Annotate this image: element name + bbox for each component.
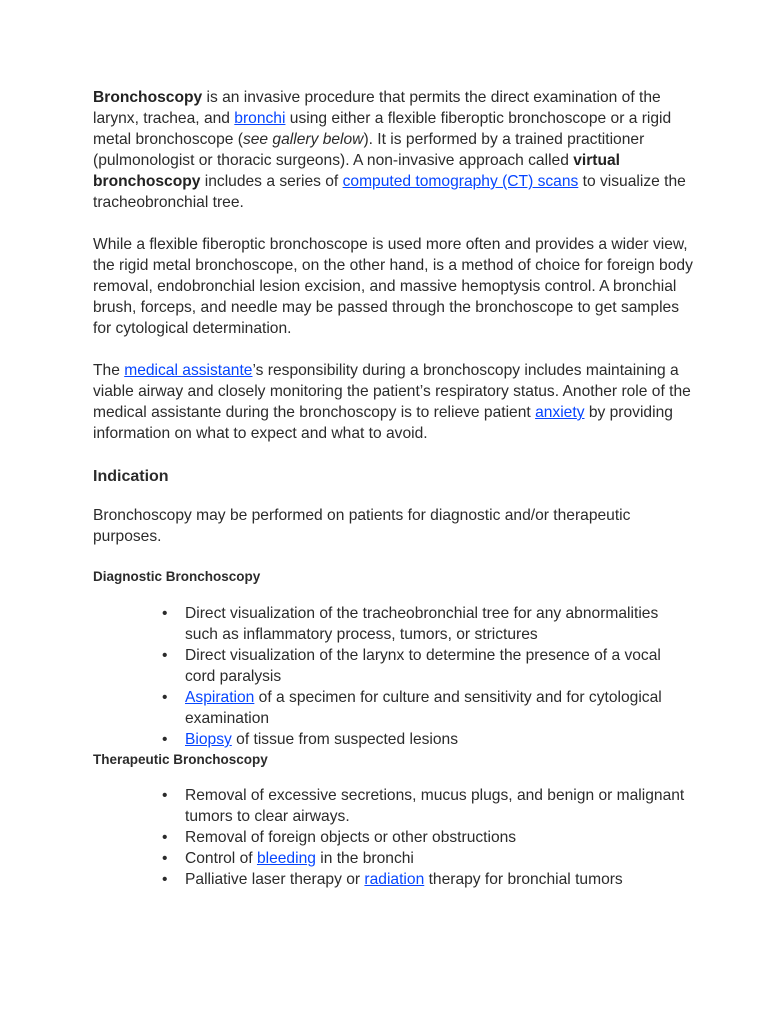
link-biopsy[interactable]: Biopsy bbox=[185, 731, 232, 748]
diagnostic-list bbox=[93, 603, 693, 750]
therapeutic-list bbox=[93, 785, 693, 890]
diagnostic-heading: Diagnostic Bronchoscopy bbox=[93, 569, 261, 584]
intro-paragraph: Bronchoscopy is an invasive procedure that permits the direct examination of the larynx, trachea, and bronchi using either a flexible fiberoptic bronchoscope or a rigid metal bronchoscope (see gallery below). It is performed by a trained practitioner (pulmonologist or thoracic surgeons). A non-invasive approach called virtual bronchoscopy includes a series of computed tomography (CT) scans to visualize the tracheobronchial tree. bbox=[93, 89, 686, 211]
link-medical-assistante[interactable]: medical assistante bbox=[124, 362, 253, 379]
bullet-icon: • bbox=[162, 829, 168, 846]
list-item: • Direct visualization of the tracheobronchial tree for any abnormalities such as inflammatory process, tumors, or strictures bbox=[162, 605, 659, 643]
link-aspiration[interactable]: Aspiration bbox=[185, 689, 255, 706]
list-item: • Direct visualization of the larynx to determine the presence of a vocal cord paralysis bbox=[162, 647, 661, 685]
list-item: • Biopsy of tissue from suspected lesions bbox=[162, 731, 459, 748]
bronchoscope-types-paragraph: While a flexible fiberoptic bronchoscope is used more often and provides a wider view, the rigid metal bronchoscope, on the other hand, is a method of choice for foreign body removal, endobronchial lesion excision, and massive hemoptysis control. A bronchial brush, forceps, and needle may be passed through the bronchoscope to get samples for cytological determination. bbox=[93, 236, 693, 337]
link-radiation[interactable]: radiation bbox=[364, 871, 425, 888]
term-bronchoscopy: Bronchoscopy bbox=[93, 89, 203, 106]
bullet-icon: • bbox=[162, 647, 168, 664]
term-virtual-bronchoscopy: virtual bronchoscopy bbox=[93, 152, 621, 190]
bullet-icon: • bbox=[162, 689, 168, 706]
bullet-icon: • bbox=[162, 787, 168, 804]
link-bleeding[interactable]: bleeding bbox=[256, 850, 316, 867]
indication-text: Bronchoscopy may be performed on patients for diagnostic and/or therapeutic purposes. bbox=[93, 507, 631, 545]
list-item: • Aspiration of a specimen for culture and sensitivity and for cytological examination bbox=[162, 689, 662, 727]
bullet-icon: • bbox=[162, 605, 168, 622]
gallery-note: see gallery below bbox=[242, 131, 364, 148]
therapeutic-heading: Therapeutic Bronchoscopy bbox=[93, 752, 268, 767]
link-anxiety[interactable]: anxiety bbox=[535, 404, 585, 421]
bullet-icon: • bbox=[162, 871, 168, 888]
list-item: • Removal of excessive secretions, mucus plugs, and benign or malignant tumors to clear airways. bbox=[162, 787, 685, 825]
list-item: • Control of bleeding in the bronchi bbox=[162, 850, 414, 867]
bullet-icon: • bbox=[162, 731, 168, 748]
indication-heading: Indication bbox=[93, 468, 169, 485]
article-body bbox=[93, 87, 693, 890]
link-ct-scans[interactable]: computed tomography (CT) scans bbox=[342, 173, 579, 190]
bullet-icon: • bbox=[162, 850, 168, 867]
list-item: • Palliative laser therapy or radiation therapy for bronchial tumors bbox=[162, 871, 623, 888]
assistant-role-paragraph: The medical assistante’s responsibility during a bronchoscopy includes maintaining a viable airway and closely monitoring the patient’s respiratory status. Another role of the medical assistante during the bronchoscopy is to relieve patient anxiety by providing information on what to expect and what to avoid. bbox=[93, 362, 691, 442]
link-bronchi[interactable]: bronchi bbox=[234, 110, 286, 127]
list-item: • Removal of foreign objects or other obstructions bbox=[162, 829, 517, 846]
